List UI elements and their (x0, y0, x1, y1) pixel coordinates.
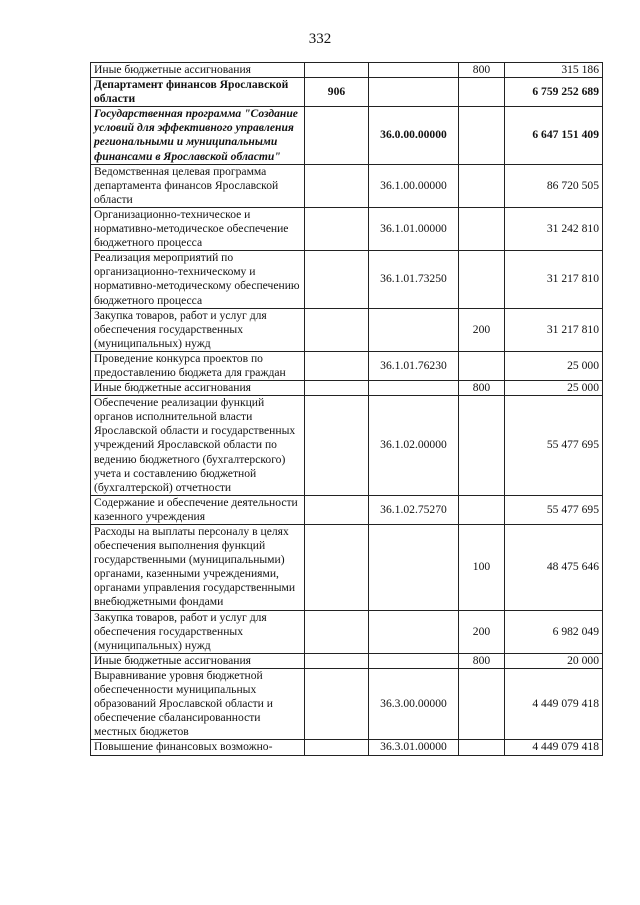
row-department (305, 308, 369, 351)
page-number: 332 (308, 31, 332, 47)
row-name: Департамент финансов Ярославской области (91, 78, 305, 107)
row-name: Расходы на выплаты персоналу в целях обеспечения выполнения функций государственными (муниципальными) органами, казенными учреждениями, органами управления государственными внебюджетными фондами (91, 525, 305, 611)
row-amount: 25 000 (505, 381, 603, 396)
row-target-code (369, 381, 459, 396)
row-expense-type (459, 164, 505, 207)
row-name: Государственная программа "Создание условий для эффективного управления региональными и муниципальными финансами в Ярославской области" (91, 107, 305, 164)
row-department (305, 610, 369, 653)
row-target-code (369, 610, 459, 653)
row-expense-type (459, 668, 505, 739)
row-department: 906 (305, 78, 369, 107)
row-amount: 31 217 810 (505, 308, 603, 351)
row-target-code: 36.3.00.00000 (369, 668, 459, 739)
row-amount: 55 477 695 (505, 495, 603, 524)
row-target-code: 36.1.01.00000 (369, 207, 459, 250)
row-expense-type (459, 78, 505, 107)
row-name: Повышение финансовых возможно- (91, 740, 305, 755)
row-target-code (369, 653, 459, 668)
row-department (305, 164, 369, 207)
row-name: Реализация мероприятий по организационно-техническому и нормативно-методическому обеспечению бюджетного процесса (91, 251, 305, 308)
row-amount: 55 477 695 (505, 396, 603, 496)
table-row (91, 396, 603, 496)
row-amount: 4 449 079 418 (505, 668, 603, 739)
row-expense-type: 100 (459, 525, 505, 611)
table-row (91, 740, 603, 755)
row-department (305, 251, 369, 308)
row-amount: 31 217 810 (505, 251, 603, 308)
table-row (91, 251, 603, 308)
table-row (91, 495, 603, 524)
row-expense-type: 200 (459, 308, 505, 351)
row-name: Проведение конкурса проектов по предоставлению бюджета для граждан (91, 351, 305, 380)
row-expense-type: 800 (459, 653, 505, 668)
row-name: Содержание и обеспечение деятельности казенного учреждения (91, 495, 305, 524)
row-department (305, 207, 369, 250)
row-expense-type (459, 207, 505, 250)
row-expense-type: 800 (459, 63, 505, 78)
row-target-code (369, 525, 459, 611)
row-amount: 86 720 505 (505, 164, 603, 207)
table-row (91, 207, 603, 250)
row-name: Иные бюджетные ассигнования (91, 653, 305, 668)
row-target-code (369, 308, 459, 351)
row-target-code: 36.3.01.00000 (369, 740, 459, 755)
row-amount: 6 759 252 689 (505, 78, 603, 107)
table-row (91, 525, 603, 611)
table-row (91, 610, 603, 653)
row-amount: 25 000 (505, 351, 603, 380)
row-amount: 48 475 646 (505, 525, 603, 611)
row-expense-type (459, 351, 505, 380)
table-row (91, 308, 603, 351)
row-name: Ведомственная целевая программа департамента финансов Ярославской области (91, 164, 305, 207)
row-name: Организационно-техническое и нормативно-методическое обеспечение бюджетного процесса (91, 207, 305, 250)
row-target-code: 36.1.00.00000 (369, 164, 459, 207)
table-row (91, 78, 603, 107)
table-row (91, 164, 603, 207)
row-expense-type (459, 396, 505, 496)
row-target-code: 36.1.01.76230 (369, 351, 459, 380)
row-department (305, 525, 369, 611)
row-name: Обеспечение реализации функций органов исполнительной власти Ярославской области и государственных учреждений Ярославской области по ведению бюджетного (бухгалтерского) учета и составлению бюджетной (бухгалтерской) отчетности (91, 396, 305, 496)
row-expense-type: 800 (459, 381, 505, 396)
row-department (305, 107, 369, 164)
row-amount: 315 186 (505, 63, 603, 78)
row-department (305, 396, 369, 496)
row-expense-type (459, 251, 505, 308)
budget-table (90, 62, 603, 756)
row-amount: 6 647 151 409 (505, 107, 603, 164)
row-expense-type (459, 740, 505, 755)
row-expense-type (459, 495, 505, 524)
table-row (91, 351, 603, 380)
row-department (305, 381, 369, 396)
row-department (305, 63, 369, 78)
row-department (305, 351, 369, 380)
row-name: Иные бюджетные ассигнования (91, 63, 305, 78)
table-row (91, 381, 603, 396)
row-target-code: 36.1.02.00000 (369, 396, 459, 496)
row-department (305, 740, 369, 755)
row-name: Закупка товаров, работ и услуг для обеспечения государственных (муниципальных) нужд (91, 308, 305, 351)
table-row (91, 63, 603, 78)
table-row (91, 653, 603, 668)
row-name: Иные бюджетные ассигнования (91, 381, 305, 396)
row-name: Выравнивание уровня бюджетной обеспеченности муниципальных образований Ярославской области и обеспечение сбалансированности местных бюджетов (91, 668, 305, 739)
row-department (305, 668, 369, 739)
row-department (305, 495, 369, 524)
row-amount: 31 242 810 (505, 207, 603, 250)
row-target-code: 36.1.01.73250 (369, 251, 459, 308)
row-department (305, 653, 369, 668)
row-amount: 6 982 049 (505, 610, 603, 653)
row-amount: 20 000 (505, 653, 603, 668)
row-target-code: 36.1.02.75270 (369, 495, 459, 524)
row-target-code: 36.0.00.00000 (369, 107, 459, 164)
row-target-code (369, 78, 459, 107)
row-target-code (369, 63, 459, 78)
table-row (91, 668, 603, 739)
row-amount: 4 449 079 418 (505, 740, 603, 755)
row-name: Закупка товаров, работ и услуг для обеспечения государственных (муниципальных) нужд (91, 610, 305, 653)
row-expense-type (459, 107, 505, 164)
table-row (91, 107, 603, 164)
row-expense-type: 200 (459, 610, 505, 653)
